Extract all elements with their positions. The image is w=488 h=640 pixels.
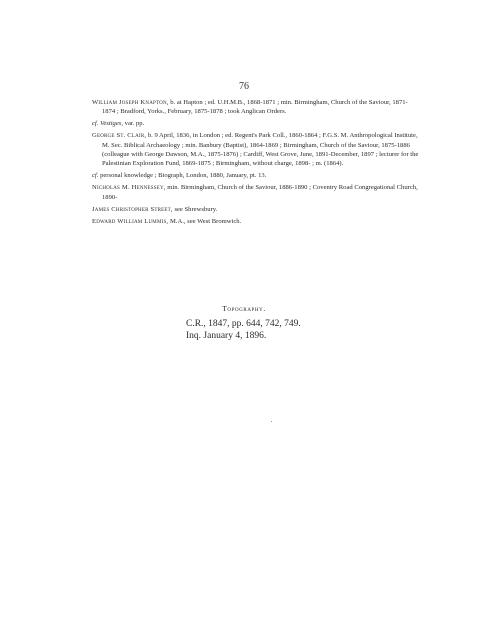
ref-rest: London, 1880, January, pt. 13. bbox=[185, 171, 267, 179]
entry-text: M.A., see West Bromwich. bbox=[169, 218, 242, 226]
page-number: 76 bbox=[239, 81, 249, 92]
paper-speck bbox=[271, 421, 272, 422]
topography-heading: Topography. bbox=[222, 304, 266, 313]
entry-body bbox=[92, 217, 420, 226]
entry-lummis bbox=[92, 217, 420, 226]
entry-street bbox=[92, 205, 420, 214]
minister-name: James Christopher Street, bbox=[92, 206, 173, 214]
entry-reference bbox=[92, 119, 420, 128]
topography-references bbox=[186, 318, 301, 342]
entry-reference bbox=[92, 171, 420, 180]
ref-prefix: cf. bbox=[92, 119, 99, 127]
minister-name: Edward William Lummis, bbox=[92, 218, 169, 226]
entries-list bbox=[92, 98, 420, 230]
ref-title: Vestiges, bbox=[100, 119, 123, 127]
entry-text: b. at Hapton ; ed. U.H.M.B., 1868-1871 ; min. Birmingham, Church of the Saviour, 1871-1874 ; Bradford, Yorks., February, 1875-1878 ; took Anglican Orders. bbox=[102, 99, 408, 116]
topography-line: C.R., 1847, pp. 644, 742, 749. bbox=[186, 319, 301, 329]
topography-line: Inq. January 4, 1896. bbox=[186, 331, 267, 341]
entry-body bbox=[92, 131, 420, 169]
entry-body bbox=[92, 183, 420, 202]
entry-text: min. Birmingham, Church of the Saviour, 1886-1890 ; Coventry Road Congregational Church, 1890- bbox=[102, 184, 418, 201]
entry-text: see Shrewsbury. bbox=[174, 206, 218, 214]
entry-hennessey bbox=[92, 183, 420, 202]
ref-rest: var. pp. bbox=[124, 119, 145, 127]
entry-st-clair bbox=[92, 131, 420, 180]
entry-text: b. 9 April, 1836, in London ; ed. Regent's Park Coll., 1860-1864 ; F.G.S. M. Anthropological Institute, M. Sec. Biblical Archaeology ; min. Banbury (Baptist), 1864-1869 ; Birmingham, Church of the Saviour, 1875-1886 (colleague with George Dawson, M.A., 1875-1876) ; Cardiff, West Grove, June, 1891-December, 1897 ; lecturer for the Palestinian Exploration Fund, 1869-1875 ; Birmingham, without charge, 1898- ; m. (1864). bbox=[102, 132, 419, 168]
minister-name: Nicholas M. Hennessey, bbox=[92, 184, 166, 192]
ref-prefix: cf. bbox=[92, 171, 99, 179]
entry-body bbox=[92, 98, 420, 117]
minister-name: William Joseph Knapton, bbox=[92, 99, 169, 106]
ref-title: personal knowledge ; Biograph, bbox=[100, 171, 185, 179]
entry-knapton bbox=[92, 98, 420, 128]
entry-body bbox=[92, 205, 420, 214]
minister-name: George St. Clair, bbox=[92, 132, 147, 140]
